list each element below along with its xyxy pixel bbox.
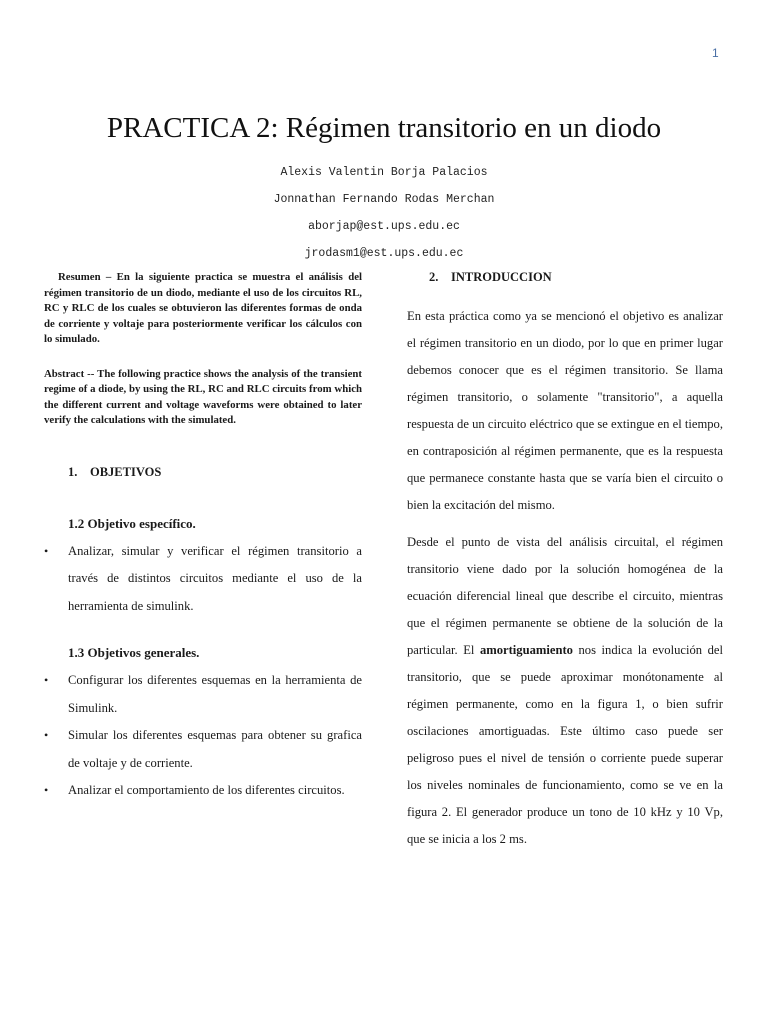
objetivos-generales-list: [44, 667, 362, 805]
page-number: 1: [712, 46, 719, 60]
resumen-paragraph: Resumen – En la siguiente practica se muestra el análisis del régimen transitorio de un diodo, mediante el uso de los circuitos RL, RC y RLC de los cuales se obtuvieron las diferentes formas de onda de corriente y voltaje para posteriormente verificar los cálculos con lo simulado.: [44, 271, 362, 345]
section-title: OBJETIVOS: [90, 464, 162, 479]
intro-paragraph-2: [407, 529, 723, 853]
author-email-1: aborjap@est.ups.edu.ec: [308, 220, 460, 233]
section-title: INTRODUCCION: [451, 270, 552, 284]
author-block: [0, 164, 768, 272]
section-number: 1.: [68, 464, 78, 479]
subheading-objetivo-especifico: 1.2 Objetivo específico.: [68, 515, 196, 531]
intro-text: nos indica la evolución del transitorio, que se puede aproximar monótonamente al régimen permanente, como en la figura 1, o bien sufrir oscilaciones amortiguadas. Este último caso puede ser peligroso pues el nivel de tensión o corriente puede superar los niveles nominales de funcionamiento, como se ve en la figura 2. El generador produce un tono de 10 kHz y 10 Vp, que se inicia a los 2 ms.: [407, 643, 723, 846]
list-item: • Analizar, simular y verificar el régimen transitorio a través de distintos circuitos mediante el uso de la herramienta de simulink.: [44, 538, 362, 621]
objetivo-especifico-list: [44, 538, 362, 621]
author-name-1: Alexis Valentin Borja Palacios: [280, 166, 488, 179]
list-item: • Analizar el comportamiento de los diferentes circuitos.: [44, 777, 362, 805]
intro-paragraph-1: En esta práctica como ya se mencionó el objetivo es analizar el régimen transitorio en un diodo, por lo que en primer lugar debemos conocer que es el régimen transitorio. Se llama régimen transitorio, o solamente "transitorio", a aquella respuesta de un circuito eléctrico que se extingue en el tiempo, en contraposición al régimen permanente, que es la respuesta que permanece constante hasta que se varía bien el circuito o bien la excitación del mismo.: [407, 309, 723, 512]
intro-text: Desde el punto de vista del análisis circuital, el régimen transitorio viene dado por la solución homogénea de la ecuación diferencial lineal que describe el circuito, mientras que el régimen permanente se obtiene de la solución de la particular. El: [407, 535, 723, 657]
author-email-2: jrodasm1@est.ups.edu.ec: [304, 247, 464, 260]
page-title: PRACTICA 2: Régimen transitorio en un diodo: [106, 112, 662, 144]
list-item: • Configurar los diferentes esquemas en la herramienta de Simulink.: [44, 667, 362, 722]
bold-term: amortiguamiento: [479, 643, 573, 657]
right-column: [407, 270, 723, 853]
left-column: [44, 270, 362, 805]
section-heading-introduccion: [429, 270, 723, 285]
section-heading-objetivos: [68, 465, 362, 480]
list-item: • Simular los diferentes esquemas para obtener su grafica de voltaje y de corriente.: [44, 722, 362, 777]
section-number: 2.: [429, 270, 439, 284]
author-name-2: Jonnathan Fernando Rodas Merchan: [273, 193, 495, 206]
subheading-objetivos-generales: 1.3 Objetivos generales.: [68, 645, 200, 660]
abstract-paragraph: Abstract -- The following practice shows the analysis of the transient regime of a diode, by using the RL, RC and RLC circuits from which the different current and voltage waveforms were obtained to later verify the calculations with the simulated.: [44, 367, 362, 426]
